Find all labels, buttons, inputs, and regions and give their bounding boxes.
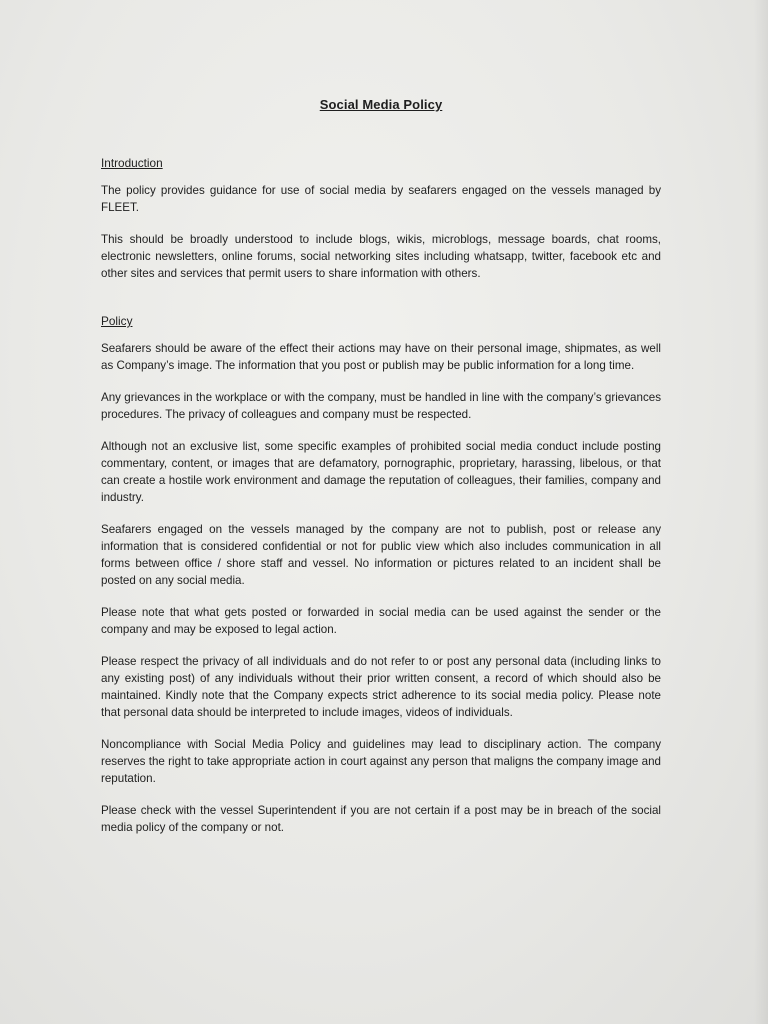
policy-paragraph-2: Any grievances in the workplace or with the company, must be handled in line with the company’s grievances procedures. The privacy of colleagues and company must be respected. [101,391,661,421]
intro-paragraph-1: The policy provides guidance for use of social media by seafarers engaged on the vessels managed by FLEET. [101,184,661,214]
policy-paragraph-3: Although not an exclusive list, some specific examples of prohibited social media conduct include posting commentary, content, or images that are defamatory, pornographic, proprietary, harassing, libelous, or that can create a hostile work environment and damage the reputation of colleagues, their families, company and industry. [101,440,661,504]
paper-edge-shadow [754,0,768,1024]
section-heading-introduction: Introduction [101,156,163,170]
policy-paragraph-6: Please respect the privacy of all individuals and do not refer to or post any personal data (including links to any existing post) of any individuals without their prior written consent, a record of which should also be maintained. Kindly note that the Company expects strict adherence to its social media policy. Please note that personal data should be interpreted to include images, videos of individuals. [101,655,661,719]
policy-paragraph-8: Please check with the vessel Superintendent if you are not certain if a post may be in breach of the social media policy of the company or not. [101,804,661,834]
document-title: Social Media Policy [319,97,443,112]
document-body [101,96,661,851]
policy-paragraph-4: Seafarers engaged on the vessels managed by the company are not to publish, post or release any information that is considered confidential or not for public view which also includes communication in all forms between office / shore staff and vessel. No information or pictures related to an incident shall be posted on any social media. [101,523,661,587]
section-introduction [101,155,661,282]
section-policy [101,313,661,836]
intro-paragraph-2: This should be broadly understood to include blogs, wikis, microblogs, message boards, chat rooms, electronic newsletters, online forums, social networking sites including whatsapp, twitter, facebook etc and other sites and services that permit users to share information with others. [101,233,661,280]
section-spacer [101,297,661,313]
section-heading-policy: Policy [101,314,133,328]
policy-paragraph-5: Please note that what gets posted or forwarded in social media can be used against the sender or the company and may be exposed to legal action. [101,606,661,636]
policy-paragraph-1: Seafarers should be aware of the effect their actions may have on their personal image, shipmates, as well as Company’s image. The information that you post or publish may be public information for a long time. [101,342,661,372]
policy-paragraph-7: Noncompliance with Social Media Policy and guidelines may lead to disciplinary action. The company reserves the right to take appropriate action in court against any person that maligns the company image and reputation. [101,738,661,785]
